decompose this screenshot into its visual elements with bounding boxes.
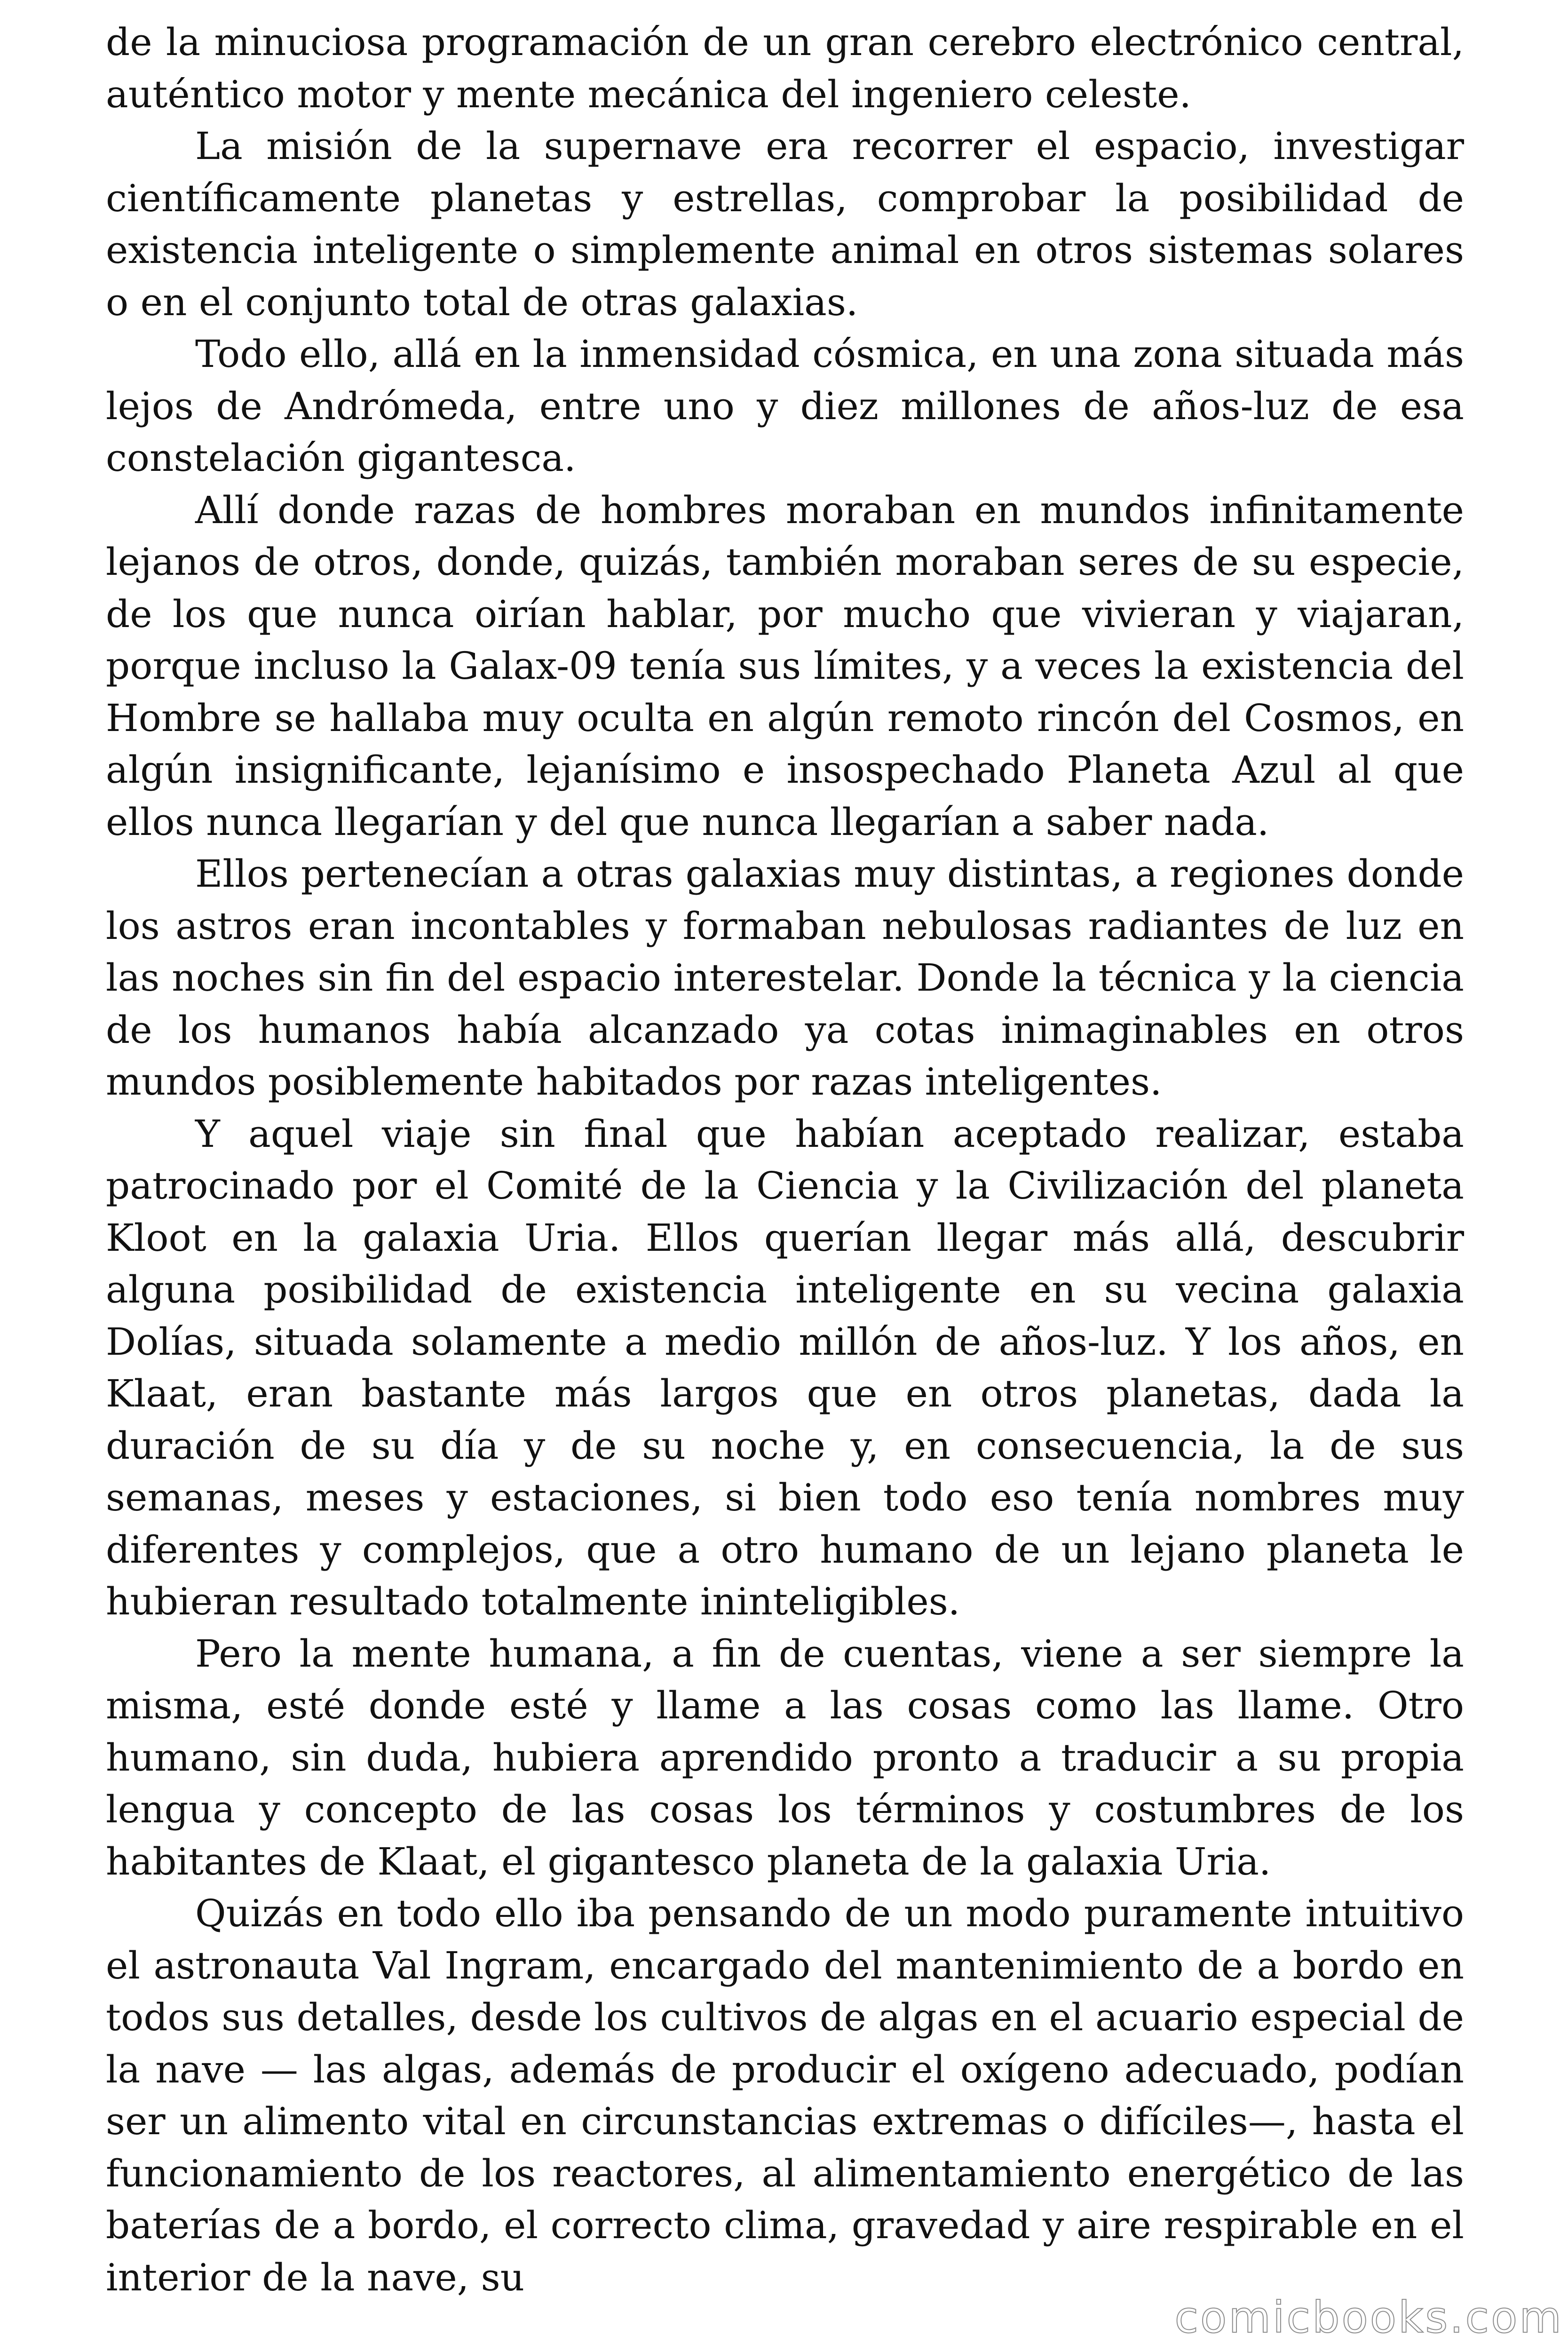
paragraph-5: Ellos pertenecían a otras galaxias muy distintas, a regiones donde los astros eran incontables y formaban nebulosas radiantes de luz en las noches sin fin del espacio interestelar. Donde la técnica y la ciencia de los humanos había alcanzado ya cotas inimaginables en otros mundos posiblemente habitados por razas inteligentes.	[106, 852, 1464, 1104]
paragraph-8: Quizás en todo ello iba pensando de un modo puramente intuitivo el astronauta Val Ingram, encargado del mantenimiento de a bordo en todos sus detalles, desde los cultivos de algas en el acuario especial de la nave — las algas, además de producir el oxígeno adecuado, podían ser un alimento vital en circunstancias extremas o difíciles—, hasta el funcionamiento de los reactores, al alimentamiento energético de las baterías de a bordo, el correcto clima, gravedad y aire respirable en el interior de la nave, su	[106, 1891, 1464, 2299]
paragraph-2: La misión de la supernave era recorrer el espacio, investigar científicamente planetas y estrellas, comprobar la posibilidad de existencia inteligente o simplemente animal en otros sistemas solares o en el conjunto total de otras galaxias.	[106, 124, 1464, 324]
watermark: comicbooks.com	[1174, 2292, 1563, 2343]
paragraph-3: Todo ello, allá en la inmensidad cósmica, en una zona situada más lejos de Andrómeda, entre uno y diez millones de años-luz de esa constelación gigantesca.	[106, 332, 1464, 480]
paragraph-6: Y aquel viaje sin final que habían aceptado realizar, estaba patrocinado por el Comité de la Ciencia y la Civilización del planeta Kloot en la galaxia Uria. Ellos querían llegar más allá, descubrir alguna posibilidad de existencia inteligente en su vecina galaxia Dolías, situada solamente a medio millón de años-luz. Y los años, en Klaat, eran bastante más largos que en otros planetas, dada la duración de su día y de su noche y, en consecuencia, la de sus semanas, meses y estaciones, si bien todo eso tenía nombres muy diferentes y complejos, que a otro humano de un lejano planeta le hubieran resultado totalmente ininteligibles.	[106, 1112, 1464, 1623]
paragraph-7: Pero la mente humana, a fin de cuentas, viene a ser siempre la misma, esté donde esté y llame a las cosas como las llame. Otro humano, sin duda, hubiera aprendido pronto a traducir a su propia lengua y concepto de las cosas los términos y costumbres de los habitantes de Klaat, el gigantesco planeta de la galaxia Uria.	[106, 1631, 1464, 1883]
book-page-text	[106, 16, 1464, 2304]
paragraph-1: de la minuciosa programación de un gran cerebro electrónico central, auténtico motor y mente mecánica del ingeniero celeste.	[106, 20, 1464, 116]
paragraph-4: Allí donde razas de hombres moraban en mundos infinitamente lejanos de otros, donde, quizás, también moraban seres de su especie, de los que nunca oirían hablar, por mucho que vivieran y viajaran, porque incluso la Galax-09 tenía sus límites, y a veces la existencia del Hombre se hallaba muy oculta en algún remoto rincón del Cosmos, en algún insignificante, lejanísimo e insospechado Planeta Azul al que ellos nunca llegarían y del que nunca llegarían a saber nada.	[106, 488, 1464, 844]
